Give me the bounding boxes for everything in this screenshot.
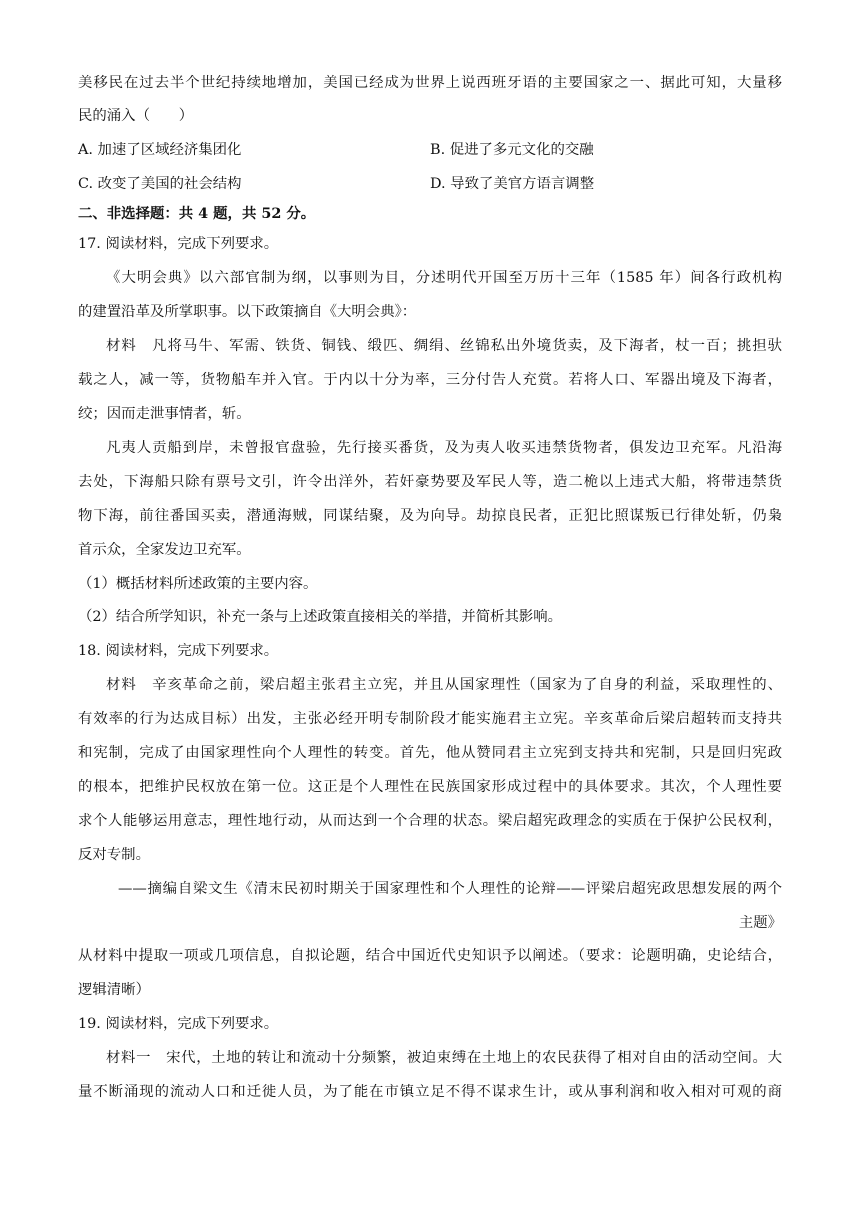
q17-material-line-3: 绞；因而走泄事情者，斩。 bbox=[78, 406, 251, 422]
q17-material-line-1: 材料 凡将马牛、军需、铁货、铜钱、缎匹、绸绢、丝锦私出外境货卖，及下海者，杖一百；挑担驮 bbox=[106, 338, 782, 354]
q18-stem: 18. 阅读材料，完成下列要求。 bbox=[78, 643, 279, 659]
q18-question-line-2: 逻辑清晰） bbox=[78, 982, 150, 998]
q18-source-line-1: ——摘编自梁文生《清末民初时期关于国家理性和个人理性的论辩——评梁启超宪政思想发展的两个 bbox=[118, 881, 782, 897]
q18-material-line-1: 材料 辛亥革命之前，梁启超主张君主立宪，并且从国家理性（国家为了自身的利益，采取理性的、 bbox=[106, 677, 782, 693]
q16-option-a: A. 加速了区域经济集团化 bbox=[78, 142, 242, 158]
q18-source-line-2: 主题》 bbox=[738, 915, 782, 931]
q19-stem: 19. 阅读材料，完成下列要求。 bbox=[78, 1016, 279, 1032]
q17-question-2: （2）结合所学知识，补充一条与上述政策直接相关的举措，并简析其影响。 bbox=[78, 609, 563, 625]
q17-intro-line-2: 的建置沿革及所掌职事。以下政策摘自《大明会典》： bbox=[78, 304, 417, 320]
section-2-heading: 二、非选择题：共 4 题，共 52 分。 bbox=[78, 205, 316, 222]
q16-stem-line-2: 民的涌入（ ） bbox=[78, 108, 194, 124]
q17-stem: 17. 阅读材料，完成下列要求。 bbox=[78, 236, 279, 252]
q19-material-line-2: 量不断涌现的流动人口和迁徙人员，为了能在市镇立足不得不谋求生计，或从事利润和收入相对可观的商 bbox=[78, 1084, 782, 1100]
q18-material-line-4: 的根本，把维护民权放在第一位。这正是个人理性在民族国家形成过程中的具体要求。其次，个人理性要 bbox=[78, 779, 782, 795]
q17-material2-line-3: 物下海，前往番国买卖，潜通海贼，同谋结聚，及为向导。劫掠良民者，正犯比照谋叛已行律处斩，仍枭 bbox=[78, 508, 782, 524]
q19-material-line-1: 材料一 宋代，土地的转让和流动十分频繁，被迫束缚在土地上的农民获得了相对自由的活动空间。大 bbox=[106, 1050, 782, 1066]
q18-material-line-3: 和宪制，完成了由国家理性向个人理性的转变。首先，他从赞同君主立宪到支持共和宪制，只是回归宪政 bbox=[78, 745, 782, 761]
q18-material-line-5: 求个人能够运用意志，理性地行动，从而达到一个合理的状态。梁启超宪政理念的实质在于保护公民权利， bbox=[78, 813, 782, 829]
q16-option-d: D. 导致了美官方语言调整 bbox=[430, 176, 595, 192]
q17-material2-line-1: 凡夷人贡船到岸，未曾报官盘验，先行接买番货，及为夷人收买违禁货物者，俱发边卫充军。凡沿海 bbox=[106, 440, 782, 456]
q17-intro-line-1: 《大明会典》以六部官制为纲，以事则为目，分述明代开国至万历十三年（1585 年）间各行政机构 bbox=[106, 270, 782, 286]
q18-material-line-2: 有效率的行为达成目标）出发，主张必经开明专制阶段才能实施君主立宪。辛亥革命后梁启超转而支持共 bbox=[78, 711, 782, 727]
q17-material2-line-4: 首示众，全家发边卫充军。 bbox=[78, 542, 251, 558]
q17-material-line-2: 载之人，减一等，货物船车并入官。于内以十分为率，三分付告人充赏。若将人口、军器出境及下海者， bbox=[78, 372, 782, 388]
q17-material2-line-2: 去处，下海船只除有票号文引，许令出洋外，若奸豪势要及军民人等，造二桅以上违式大船，将带违禁货 bbox=[78, 474, 782, 490]
q18-question-line-1: 从材料中提取一项或几项信息，自拟论题，结合中国近代史知识予以阐述。（要求：论题明确，史论结合， bbox=[78, 948, 782, 964]
q18-material-line-6: 反对专制。 bbox=[78, 847, 150, 863]
q16-option-c: C. 改变了美国的社会结构 bbox=[78, 176, 242, 192]
q16-stem-line-1: 美移民在过去半个世纪持续地增加，美国已经成为世界上说西班牙语的主要国家之一、据此可知，大量移 bbox=[78, 75, 782, 91]
q16-option-b: B. 促进了多元文化的交融 bbox=[430, 142, 594, 158]
q17-question-1: （1）概括材料所述政策的主要内容。 bbox=[78, 576, 318, 592]
